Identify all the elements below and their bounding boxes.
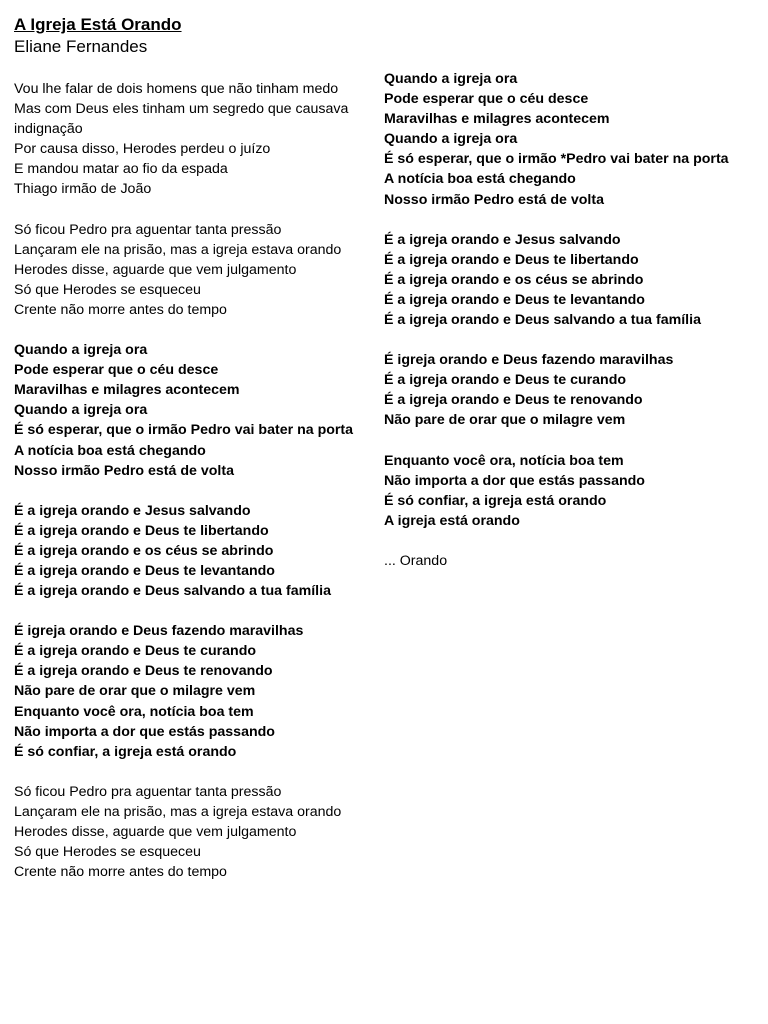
lyric-line: Quando a igreja ora (384, 71, 518, 87)
lyric-line: Só que Herodes se esqueceu (14, 281, 201, 298)
lyric-line: A igreja está orando (384, 512, 520, 529)
lyric-line: Quando a igreja ora (14, 342, 148, 359)
stanza (14, 782, 366, 882)
stanza (384, 551, 744, 571)
lyric-line: Por causa disso, Herodes perdeu o juízo (14, 141, 271, 158)
lyric-line: É a igreja orando e Deus te renovando (384, 392, 643, 409)
artist-name: Eliane Fernandes (14, 37, 148, 56)
stanza (384, 451, 744, 531)
lyric-line: Maravilhas e milagres acontecem (384, 111, 610, 128)
lyric-line: É só esperar, que o irmão *Pedro vai bater na porta (384, 151, 729, 168)
lyric-line: Nosso irmão Pedro está de volta (14, 462, 234, 479)
lyric-line: Crente não morre antes do tempo (14, 864, 227, 881)
lyric-line: É a igreja orando e Jesus salvando (14, 502, 251, 519)
lyric-line: É igreja orando e Deus fazendo maravilhas (14, 623, 304, 640)
lyric-line: Só ficou Pedro pra aguentar tanta pressão (14, 783, 282, 800)
stanza (14, 501, 366, 601)
lyric-line: Pode esperar que o céu desce (384, 91, 589, 108)
lyric-line: Não importa a dor que estás passando (384, 472, 645, 489)
stanza (14, 340, 366, 481)
lyric-line: Lançaram ele na prisão, mas a igreja estava orando (14, 803, 342, 820)
lyric-line: Lançaram ele na prisão, mas a igreja estava orando (14, 241, 342, 258)
stanza (14, 79, 366, 200)
lyric-line: A notícia boa está chegando (14, 442, 206, 459)
lyric-line: É a igreja orando e Jesus salvando (384, 231, 621, 248)
lyric-line: Quando a igreja ora (14, 402, 148, 419)
lyric-line: Crente não morre antes do tempo (14, 301, 227, 318)
lyric-line: Nosso irmão Pedro está de volta (384, 191, 604, 208)
lyric-line: Mas com Deus eles tinham um segredo que causava indignação (14, 101, 349, 138)
right-stanzas (384, 69, 744, 571)
lyric-line: Não importa a dor que estás passando (14, 723, 275, 740)
lyric-line: É a igreja orando e Deus salvando a tua família (14, 583, 331, 600)
lyric-line: Herodes disse, aguarde que vem julgamento (14, 261, 297, 278)
lyric-line: É só esperar, que o irmão Pedro vai bater na porta (14, 422, 354, 439)
lyric-line: Pode esperar que o céu desce (14, 362, 219, 379)
lyric-line: É só confiar, a igreja está orando (14, 743, 237, 760)
lyric-line: É a igreja orando e Deus te levantando (384, 291, 645, 308)
stanza (384, 230, 744, 330)
lyric-line: Thiago irmão de João (14, 181, 152, 198)
lyric-line: ... Orando (384, 552, 448, 569)
lyric-line: É a igreja orando e os céus se abrindo (14, 542, 274, 559)
left-column (14, 14, 366, 902)
song-title: A Igreja Está Orando (14, 15, 182, 34)
stanza (14, 621, 366, 762)
left-stanzas (14, 79, 366, 882)
lyric-line: Herodes disse, aguarde que vem julgamento (14, 824, 297, 840)
lyric-line: Não pare de orar que o milagre vem (14, 683, 256, 700)
lyric-line: Vou lhe falar de dois homens que não tinham medo (14, 81, 339, 97)
lyric-line: É a igreja orando e Deus te libertando (14, 522, 269, 539)
right-column (384, 69, 744, 591)
lyric-line: Só ficou Pedro pra aguentar tanta pressão (14, 221, 282, 238)
lyric-line: É a igreja orando e Deus te curando (384, 372, 627, 389)
lyric-line: E mandou matar ao fio da espada (14, 161, 228, 178)
lyric-line: É a igreja orando e Deus te curando (14, 643, 257, 660)
lyric-line: Maravilhas e milagres acontecem (14, 382, 240, 399)
lyric-line: Enquanto você ora, notícia boa tem (14, 703, 254, 720)
stanza (14, 220, 366, 320)
lyric-line: Não pare de orar que o milagre vem (384, 412, 626, 429)
lyric-line: Enquanto você ora, notícia boa tem (384, 452, 624, 469)
lyric-line: É a igreja orando e Deus te renovando (14, 663, 273, 680)
lyric-line: É a igreja orando e Deus salvando a tua família (384, 312, 701, 329)
stanza (384, 69, 744, 210)
lyric-line: É só confiar, a igreja está orando (384, 492, 607, 509)
lyric-line: É igreja orando e Deus fazendo maravilhas (384, 352, 674, 369)
stanza (384, 350, 744, 430)
lyric-line: É a igreja orando e os céus se abrindo (384, 271, 644, 288)
lyric-line: Só que Herodes se esqueceu (14, 844, 201, 861)
lyric-line: Quando a igreja ora (384, 131, 518, 148)
lyric-line: A notícia boa está chegando (384, 171, 576, 188)
lyric-line: É a igreja orando e Deus te libertando (384, 251, 639, 268)
lyric-line: É a igreja orando e Deus te levantando (14, 562, 275, 579)
